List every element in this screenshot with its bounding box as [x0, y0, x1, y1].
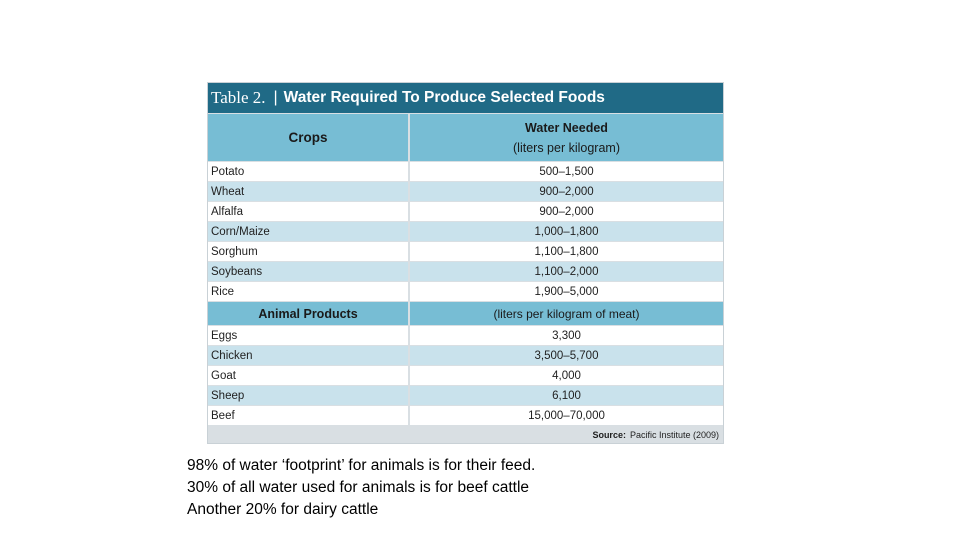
table-label: Table 2.	[211, 88, 266, 107]
table-row	[208, 162, 723, 181]
note-line: 98% of water ‘footprint’ for animals is for their feed.	[187, 457, 536, 474]
table-title: Water Required To Produce Selected Foods	[283, 89, 605, 106]
crop-name: Corn/Maize	[208, 222, 408, 241]
notes-text-block	[187, 455, 535, 521]
animal-value: 15,000–70,000	[410, 406, 723, 425]
crop-value: 900–2,000	[410, 182, 723, 201]
crops-header-row	[208, 114, 723, 161]
animal-products-header: Animal Products	[208, 302, 408, 325]
crop-name: Soybeans	[208, 262, 408, 281]
source-label: Source:	[592, 430, 626, 440]
table-row	[208, 366, 723, 385]
water-needed-label: Water Needed	[525, 120, 608, 135]
animal-value: 6,100	[410, 386, 723, 405]
table-row	[208, 242, 723, 261]
animal-value: 3,500–5,700	[410, 346, 723, 365]
water-table-figure	[207, 82, 724, 444]
animal-name: Beef	[208, 406, 408, 425]
animal-value: 4,000	[410, 366, 723, 385]
table-row	[208, 262, 723, 281]
table-source	[592, 430, 719, 440]
table-row	[208, 202, 723, 221]
table-row	[208, 386, 723, 405]
crops-header: Crops	[208, 114, 408, 161]
table-title-bar	[208, 83, 723, 113]
crop-name: Alfalfa	[208, 202, 408, 221]
animal-name: Sheep	[208, 386, 408, 405]
note-line: 30% of all water used for animals is for beef cattle	[187, 479, 530, 496]
animal-value: 3,300	[410, 326, 723, 345]
table-row	[208, 326, 723, 345]
crop-value: 1,100–2,000	[410, 262, 723, 281]
animal-name: Chicken	[208, 346, 408, 365]
animal-header-row	[208, 302, 723, 325]
table-row	[208, 282, 723, 301]
table-row	[208, 222, 723, 241]
note-line: Another 20% for dairy cattle	[187, 501, 379, 518]
water-needed-header	[410, 114, 723, 161]
crop-name: Potato	[208, 162, 408, 181]
crop-name: Rice	[208, 282, 408, 301]
table-row	[208, 182, 723, 201]
animal-name: Eggs	[208, 326, 408, 345]
water-unit-label: (liters per kilogram)	[513, 140, 620, 155]
crop-value: 1,000–1,800	[410, 222, 723, 241]
crop-value: 900–2,000	[410, 202, 723, 221]
crop-value: 500–1,500	[410, 162, 723, 181]
animal-name: Goat	[208, 366, 408, 385]
table-row	[208, 346, 723, 365]
title-separator: |	[273, 89, 278, 106]
crop-name: Wheat	[208, 182, 408, 201]
animal-unit-label: (liters per kilogram of meat)	[410, 302, 723, 325]
crop-value: 1,900–5,000	[410, 282, 723, 301]
crop-value: 1,100–1,800	[410, 242, 723, 261]
table-row	[208, 406, 723, 425]
source-text: Pacific Institute (2009)	[629, 430, 719, 440]
crop-name: Sorghum	[208, 242, 408, 261]
